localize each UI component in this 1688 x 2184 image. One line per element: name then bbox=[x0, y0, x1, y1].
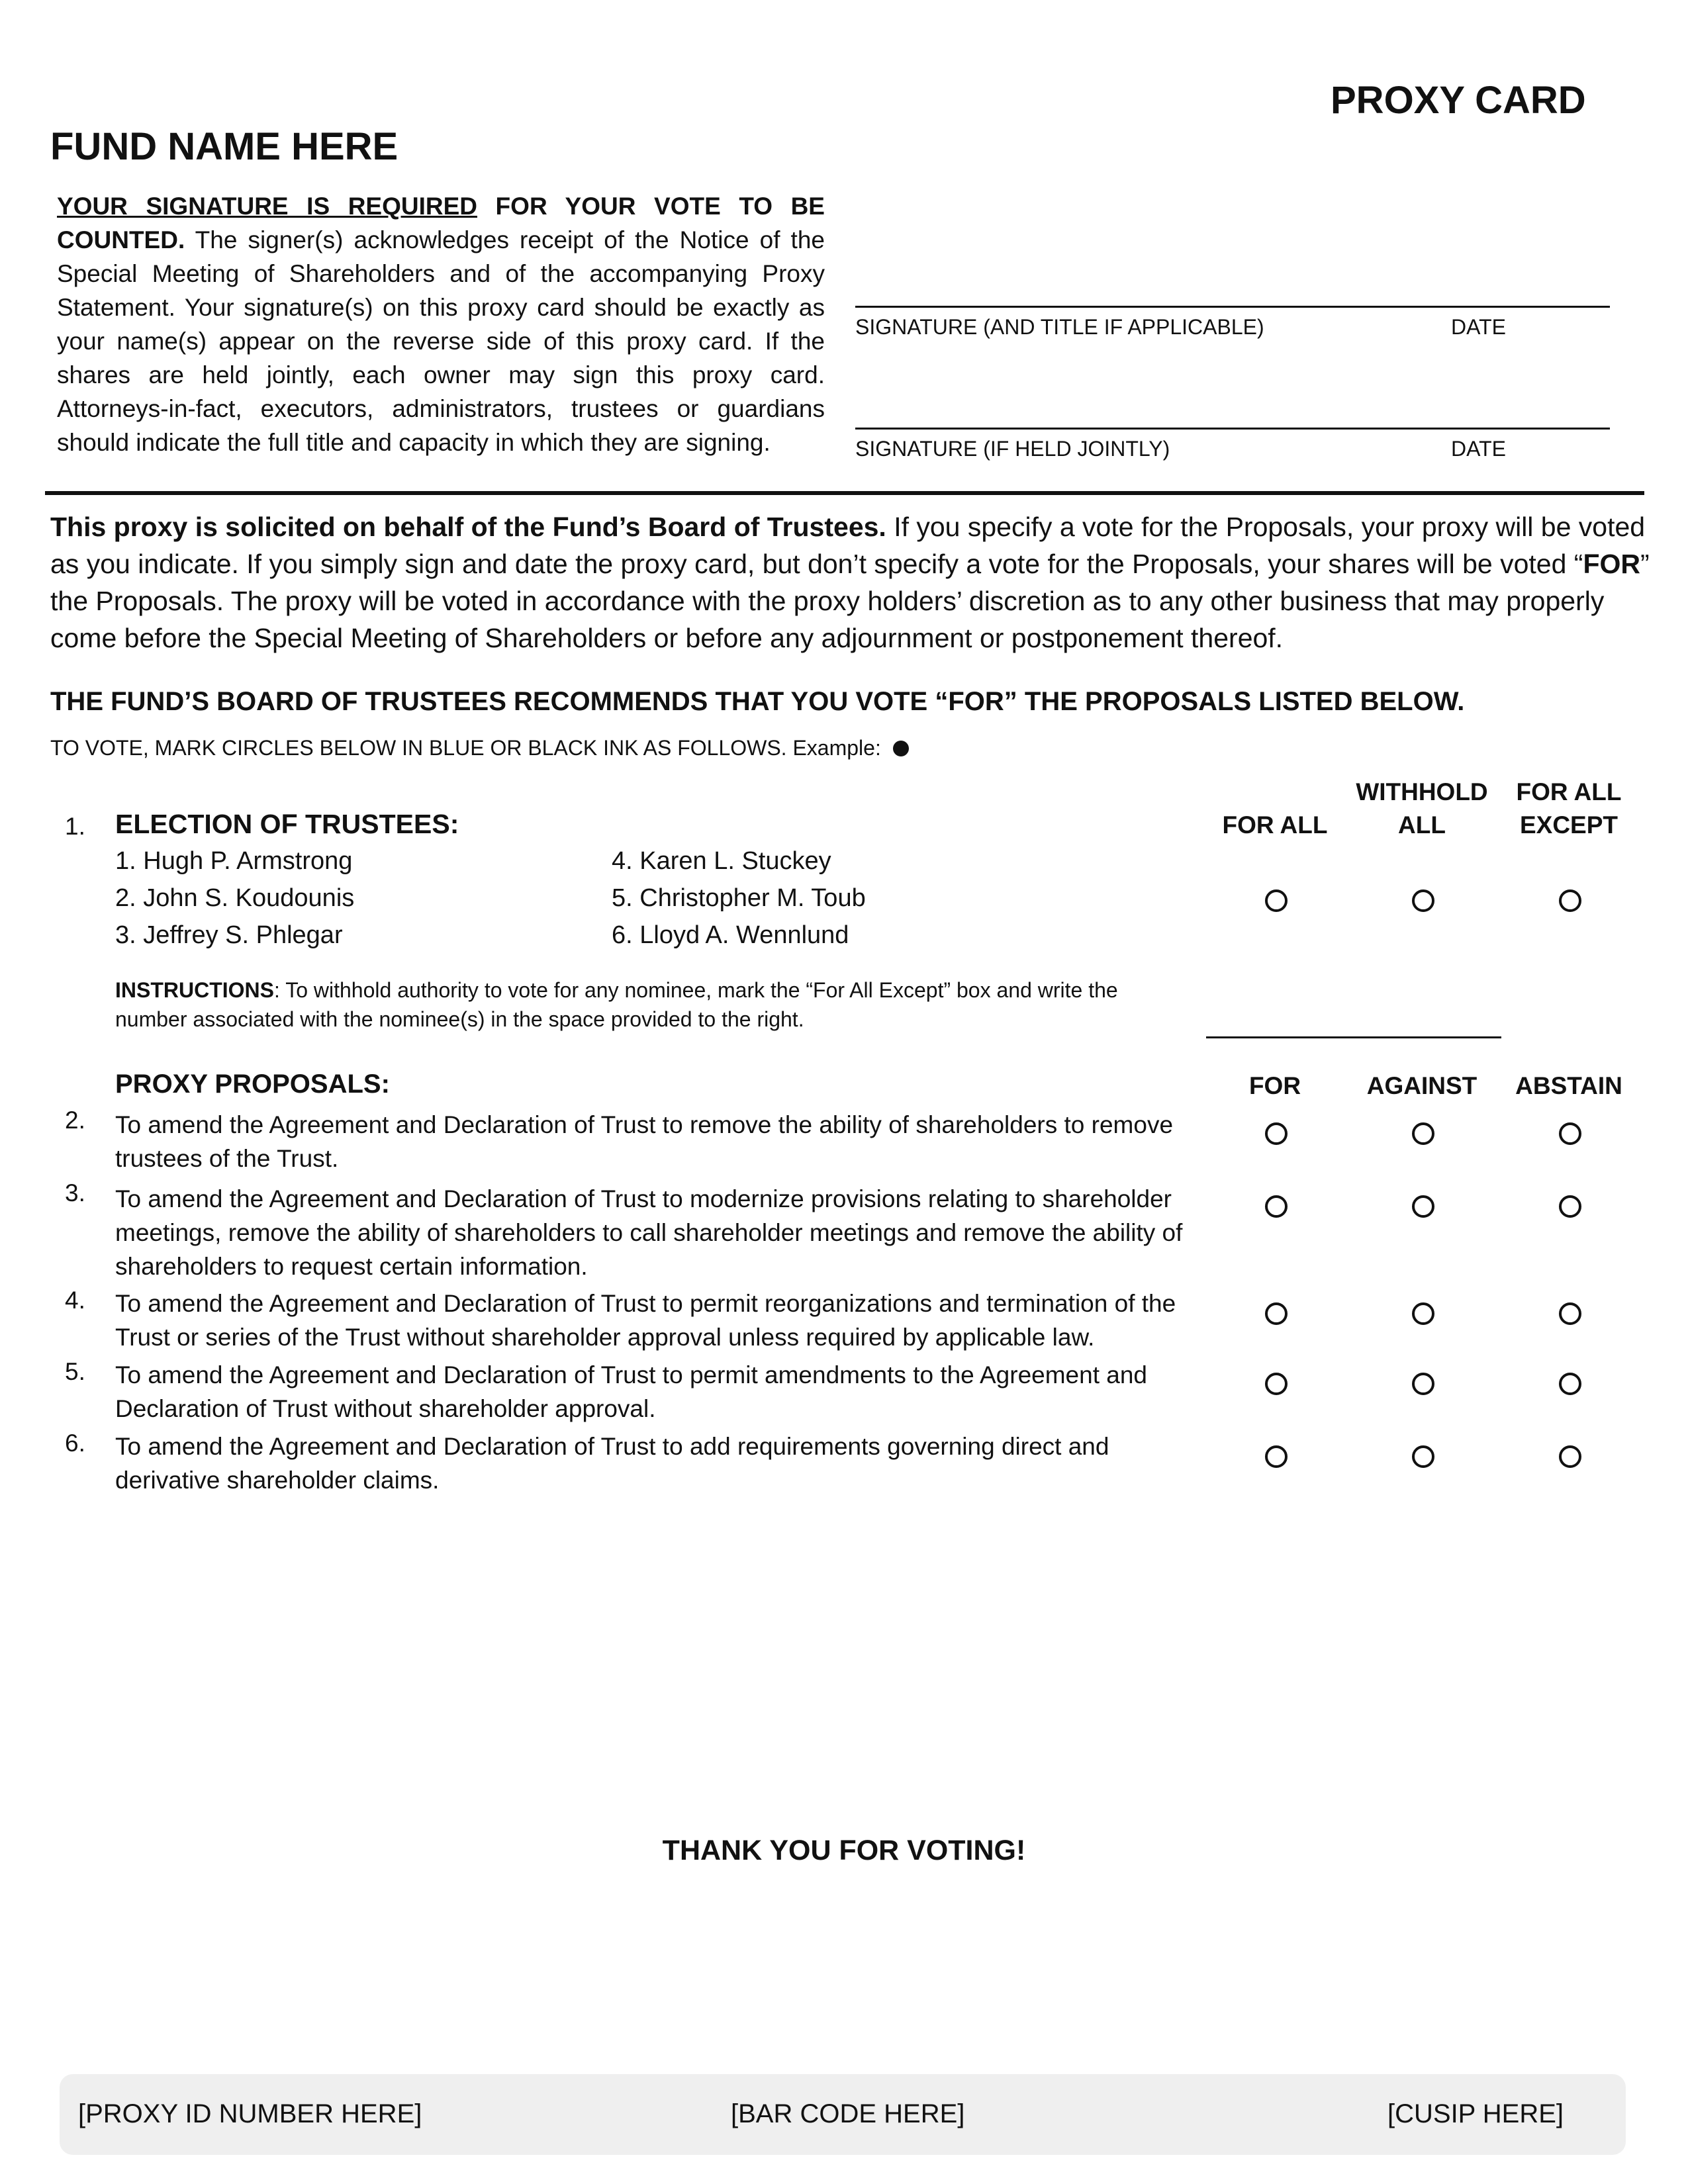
fund-name: FUND NAME HERE bbox=[50, 125, 399, 168]
proposal-for-radio[interactable] bbox=[1265, 1445, 1288, 1468]
proposal-number: 3. bbox=[65, 1179, 85, 1206]
signature-notice bbox=[57, 189, 825, 459]
filled-circle-example-icon bbox=[893, 741, 909, 756]
card-title: PROXY CARD bbox=[1331, 79, 1586, 122]
proposal-abstain-radio[interactable] bbox=[1559, 1445, 1581, 1468]
cusip-placeholder: [CUSIP HERE] bbox=[1387, 2099, 1564, 2128]
col-withhold-line-2: ALL bbox=[1398, 811, 1446, 839]
col-for-all: FOR ALL bbox=[1222, 811, 1328, 839]
proposal-for-radio[interactable] bbox=[1265, 1122, 1288, 1145]
board-recommendation: THE FUND’S BOARD OF TRUSTEES RECOMMENDS THAT YOU VOTE “FOR” THE PROPOSALS LISTED BELOW. bbox=[50, 687, 1465, 716]
joint-signature-date-label: DATE bbox=[1451, 437, 1506, 461]
proposal-text: To amend the Agreement and Declaration of Trust to remove the ability of shareholders to remove trustees of the Trust. bbox=[115, 1111, 1174, 1172]
col-withhold-all bbox=[1349, 776, 1495, 842]
for-all-radio[interactable] bbox=[1265, 889, 1288, 912]
election-instructions bbox=[115, 976, 1188, 1034]
solicitation-text-1: If you specify a vote for the Proposals, your proxy will be voted as you indicate. If you simply sign and date the proxy card, but don’t specify a vote for the Proposals, your shares will be voted “ bbox=[50, 512, 1646, 579]
signature-date-label: DATE bbox=[1451, 315, 1506, 339]
joint-signature-label: SIGNATURE (IF HELD JOINTLY) bbox=[855, 437, 1170, 461]
thank-you-message: THANK YOU FOR VOTING! bbox=[662, 1835, 1026, 1866]
proposal-abstain-radio[interactable] bbox=[1559, 1195, 1581, 1218]
proposal-number: 5. bbox=[65, 1358, 85, 1385]
proposal-number: 4. bbox=[65, 1287, 85, 1314]
proposal-against-radio[interactable] bbox=[1412, 1373, 1434, 1395]
proposal-against-radio[interactable] bbox=[1412, 1302, 1434, 1325]
proposal-text: To amend the Agreement and Declaration of Trust to permit amendments to the Agreement and Declaration of Trust without shareholder approval. bbox=[115, 1361, 1148, 1422]
vote-instructions-text: TO VOTE, MARK CIRCLES BELOW IN BLUE OR BLACK INK AS FOLLOWS. Example: bbox=[50, 736, 881, 760]
instructions-text: : To withhold authority to vote for any nominee, mark the “For All Except” box and write the number associated with the nominee(s) in the space provided to the right. bbox=[115, 978, 1118, 1031]
nominee: 1. Hugh P. Armstrong bbox=[115, 847, 353, 875]
withhold-all-radio[interactable] bbox=[1412, 889, 1434, 912]
solicitation-lead: This proxy is solicited on behalf of the Fund’s Board of Trustees. bbox=[50, 512, 886, 542]
vote-instructions bbox=[50, 736, 909, 760]
proposal-abstain-radio[interactable] bbox=[1559, 1122, 1581, 1145]
solicitation-text-2: ” the Proposals. The proxy will be voted in accordance with the proxy holders’ discretion as to any other business that may properly come before the Special Meeting of Shareholders or before any adjournment or postponement thereof. bbox=[50, 549, 1650, 653]
col-except-line-2: EXCEPT bbox=[1519, 811, 1618, 839]
signature-line[interactable] bbox=[855, 306, 1610, 308]
nominee: 6. Lloyd A. Wennlund bbox=[612, 921, 849, 949]
solicitation-for: FOR bbox=[1583, 549, 1640, 579]
nominee: 5. Christopher M. Toub bbox=[612, 884, 866, 912]
col-against: AGAINST bbox=[1366, 1072, 1477, 1099]
instructions-label: INSTRUCTIONS bbox=[115, 978, 274, 1002]
proposal-text: To amend the Agreement and Declaration of Trust to add requirements governing direct and derivative shareholder claims. bbox=[115, 1433, 1109, 1494]
proposal-abstain-radio[interactable] bbox=[1559, 1302, 1581, 1325]
nominee: 2. John S. Koudounis bbox=[115, 884, 355, 912]
col-withhold-line-1: WITHHOLD bbox=[1356, 778, 1488, 805]
proposal-against-radio[interactable] bbox=[1412, 1195, 1434, 1218]
proposal-text: To amend the Agreement and Declaration of Trust to permit reorganizations and termination of the Trust or series of the Trust without shareholder approval unless required by applicable law. bbox=[115, 1290, 1176, 1351]
proposal-text: To amend the Agreement and Declaration of Trust to modernize provisions relating to shareholder meetings, remove the ability of shareholders to call shareholder meetings and remove the ability of shareholders to request certain information. bbox=[115, 1185, 1183, 1280]
col-except-line-1: FOR ALL bbox=[1516, 778, 1622, 805]
col-abstain: ABSTAIN bbox=[1515, 1072, 1622, 1099]
col-for-all-except bbox=[1496, 776, 1642, 842]
election-heading: ELECTION OF TRUSTEES: bbox=[115, 809, 459, 839]
proposal-for-radio[interactable] bbox=[1265, 1195, 1288, 1218]
nominee: 3. Jeffrey S. Phlegar bbox=[115, 921, 343, 949]
joint-signature-line[interactable] bbox=[855, 428, 1610, 430]
proposal-for-radio[interactable] bbox=[1265, 1302, 1288, 1325]
item-number: 1. bbox=[65, 813, 85, 840]
signature-label: SIGNATURE (AND TITLE IF APPLICABLE) bbox=[855, 315, 1264, 339]
vote-counted-label: FOR YOUR VOTE TO BE COUNTED. bbox=[57, 193, 825, 253]
section-divider bbox=[45, 491, 1644, 495]
proposal-number: 6. bbox=[65, 1430, 85, 1457]
signature-notice-body: The signer(s) acknowledges receipt of the Notice of the Special Meeting of Shareholders and of the accompanying Proxy Statement. Your signature(s) on this proxy card should be exactly as your name(s) appear on the reverse side of this proxy card. If the shares are held jointly, each owner may sign this proxy card. Attorneys-in-fact, executors, administrators, trustees or guardians should indicate the full title and capacity in which they are signing. bbox=[57, 226, 825, 456]
proposal-for-radio[interactable] bbox=[1265, 1373, 1288, 1395]
proposal-against-radio[interactable] bbox=[1412, 1122, 1434, 1145]
proxy-id-placeholder: [PROXY ID NUMBER HERE] bbox=[78, 2099, 422, 2128]
for-all-except-radio[interactable] bbox=[1559, 889, 1581, 912]
signature-required-label: YOUR SIGNATURE IS REQUIRED bbox=[57, 193, 477, 220]
proposal-number: 2. bbox=[65, 1107, 85, 1134]
bar-code-placeholder: [BAR CODE HERE] bbox=[731, 2099, 965, 2128]
proposals-heading: PROXY PROPOSALS: bbox=[115, 1069, 390, 1099]
solicitation-paragraph bbox=[50, 508, 1652, 657]
proposal-against-radio[interactable] bbox=[1412, 1445, 1434, 1468]
col-for: FOR bbox=[1248, 1072, 1301, 1099]
except-nominee-write-line[interactable] bbox=[1206, 1036, 1501, 1038]
proposal-abstain-radio[interactable] bbox=[1559, 1373, 1581, 1395]
nominee: 4. Karen L. Stuckey bbox=[612, 847, 831, 875]
